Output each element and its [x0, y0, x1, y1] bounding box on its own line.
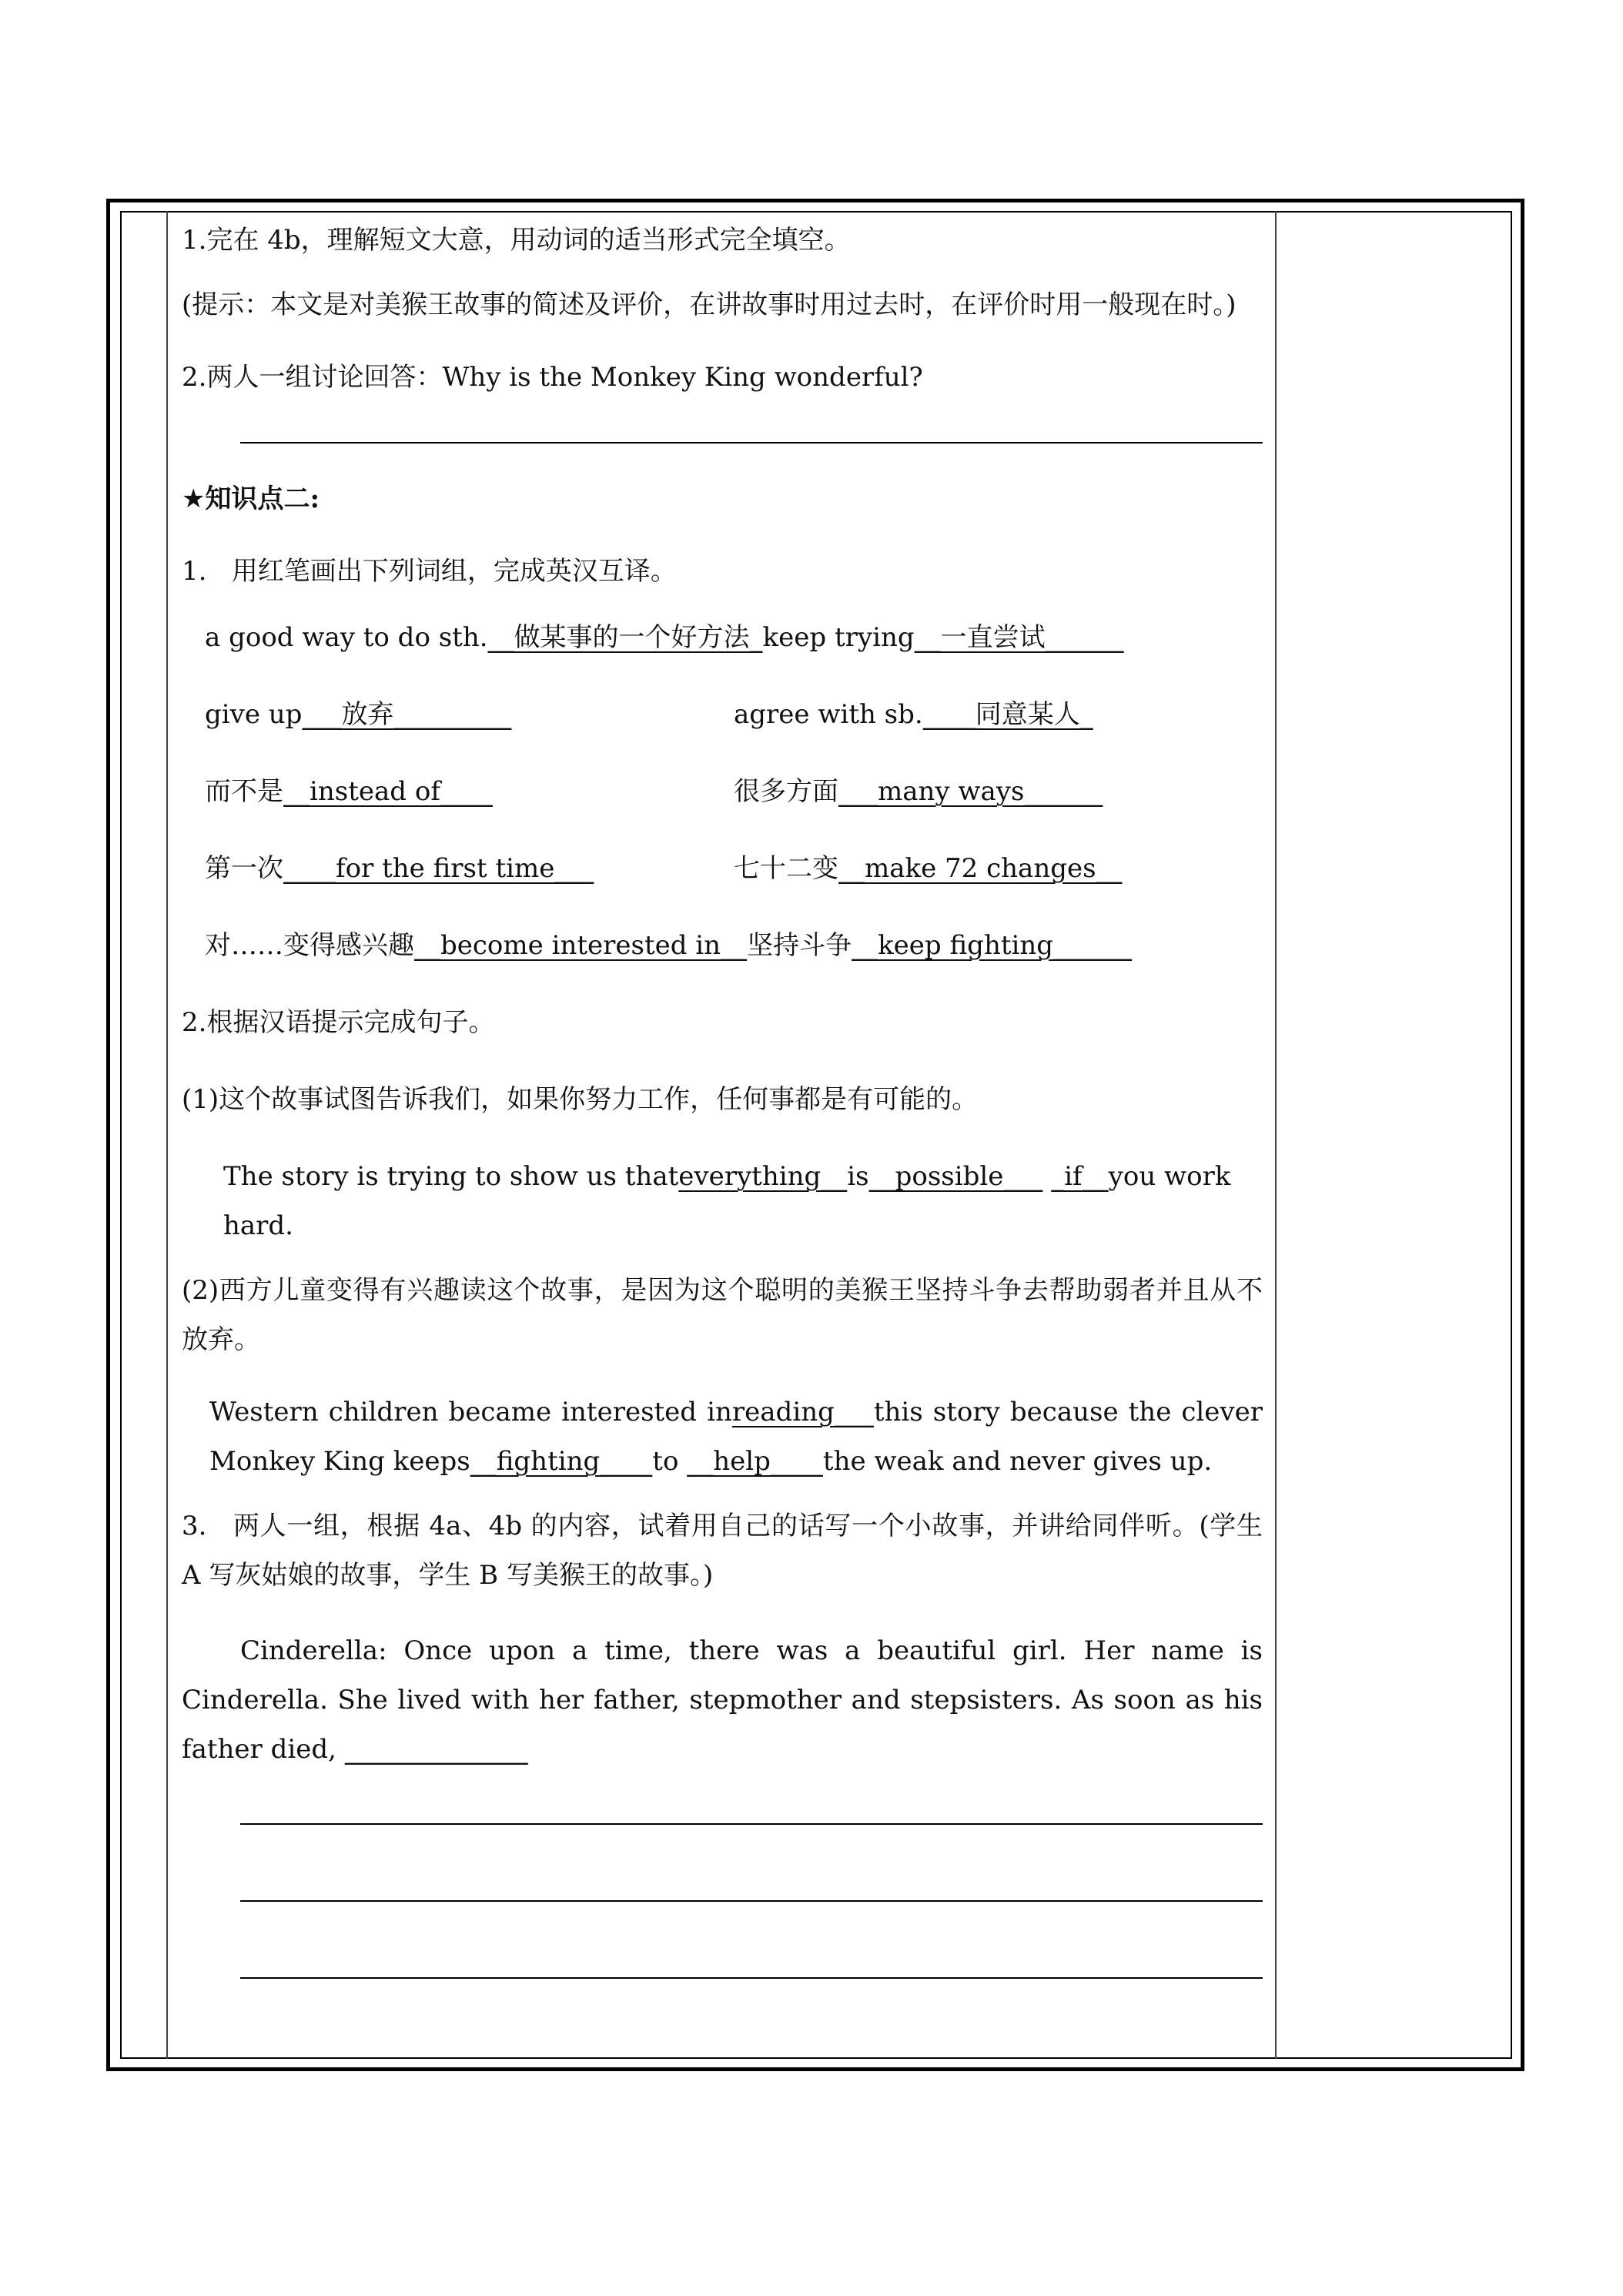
sentence-text: this story because the clever Monkey King keeps	[209, 1397, 1263, 1477]
sentence-text: to	[652, 1446, 688, 1477]
phrase-prompt: keep trying	[762, 622, 915, 653]
section-2-heading	[182, 474, 1263, 524]
phrase-row	[205, 767, 1263, 844]
sentence-1-chinese: (1)这个故事试图告诉我们，如果你努力工作，任何事都是有可能的。	[182, 1084, 979, 1115]
writing-line[interactable]	[240, 1823, 1263, 1825]
sentence-2-english	[209, 1387, 1263, 1486]
sentence-blank[interactable]: everything__	[678, 1161, 848, 1192]
phrase-answer[interactable]: __make 72 changes__	[838, 853, 1123, 884]
writing-line[interactable]	[240, 1977, 1263, 1979]
sentence-text: you work hard.	[223, 1161, 1231, 1241]
phrase-answer[interactable]: __做某事的一个好方法_	[487, 622, 763, 653]
phrase-row	[205, 844, 1263, 921]
phrase-prompt: 对……变得感兴趣	[205, 930, 414, 961]
translate-instruction: 1. 用红笔画出下列词组，完成英汉互译。	[182, 556, 677, 587]
phrase-answer[interactable]: __一直尝试______	[914, 622, 1124, 653]
sentence-blank[interactable]: __fighting____	[470, 1446, 653, 1477]
sentence-text: Western children became interested in	[209, 1397, 732, 1427]
worksheet-content	[182, 211, 1263, 1979]
phrase-row	[205, 690, 1263, 767]
phrase-list	[182, 613, 1263, 998]
star-icon: ★	[182, 484, 206, 514]
sentence-blank[interactable]: reading___	[731, 1397, 874, 1427]
story-blank[interactable]: ______________	[344, 1734, 528, 1765]
phrase-row	[205, 921, 1263, 998]
sentence-blank[interactable]: __help____	[687, 1446, 823, 1477]
sentence-2-chinese: (2)西方儿童变得有兴趣读这个故事，是因为这个聪明的美猴王坚持斗争去帮助弱者并且从不放弃。	[182, 1275, 1263, 1355]
task-3-instruction: 3. 两人一组，根据 4a、4b 的内容，试着用自己的话写一个小故事，并讲给同伴听。(学生 A 写灰姑娘的故事，学生 B 写美猴王的故事。)	[182, 1511, 1263, 1591]
task-2-question: 2.两人一组讨论回答：Why is the Monkey King wonderful?	[182, 362, 923, 393]
complete-sentence-instruction: 2.根据汉语提示完成句子。	[182, 1007, 495, 1038]
phrase-answer[interactable]: ___many ways______	[838, 776, 1103, 807]
sentence-1-english	[223, 1152, 1263, 1250]
answer-line[interactable]	[240, 442, 1263, 443]
right-column-divider	[1275, 211, 1277, 2059]
sentence-text: the weak and never gives up.	[822, 1446, 1213, 1477]
phrase-prompt: 七十二变	[734, 853, 838, 884]
phrase-answer[interactable]: ____for the first time___	[283, 853, 594, 884]
story-paragraph	[182, 1626, 1263, 1774]
phrase-prompt: 很多方面	[734, 776, 838, 807]
sentence-blank[interactable]: __possible___	[868, 1161, 1043, 1192]
sentence-blank[interactable]: _if__	[1051, 1161, 1109, 1192]
left-column-divider	[166, 211, 168, 2059]
sentence-text	[1042, 1161, 1051, 1192]
section-2-title: 知识点二:	[205, 484, 320, 514]
phrase-prompt: agree with sb.	[734, 699, 923, 730]
phrase-prompt: 坚持斗争	[747, 930, 852, 961]
phrase-answer[interactable]: __keep fighting______	[852, 930, 1133, 961]
phrase-prompt: give up	[205, 699, 303, 730]
sentence-text: is	[847, 1161, 869, 1192]
phrase-answer[interactable]: __become interested in__	[414, 930, 748, 961]
writing-line[interactable]	[240, 1900, 1263, 1902]
task-1-instruction: 1.完在 4b，理解短文大意，用动词的适当形式完全填空。	[182, 225, 851, 256]
sentence-text: The story is trying to show us that	[223, 1161, 679, 1192]
hint-text: (提示：本文是对美猴王故事的简述及评价，在讲故事时用过去时，在评价时用一般现在时。)	[182, 290, 1236, 320]
phrase-prompt: 第一次	[205, 853, 283, 884]
phrase-answer[interactable]: __instead of____	[283, 776, 493, 807]
phrase-answer[interactable]: ____同意某人_	[922, 699, 1093, 730]
phrase-prompt: a good way to do sth.	[205, 622, 488, 653]
phrase-prompt: 而不是	[205, 776, 283, 807]
phrase-answer[interactable]: ___放弃_________	[302, 699, 512, 730]
phrase-row	[205, 613, 1263, 690]
story-text: Cinderella: Once upon a time, there was a beautiful girl. Her name is Cinderella. She lived with her father, stepmother and stepsisters. As soon as his father died,	[182, 1635, 1263, 1765]
